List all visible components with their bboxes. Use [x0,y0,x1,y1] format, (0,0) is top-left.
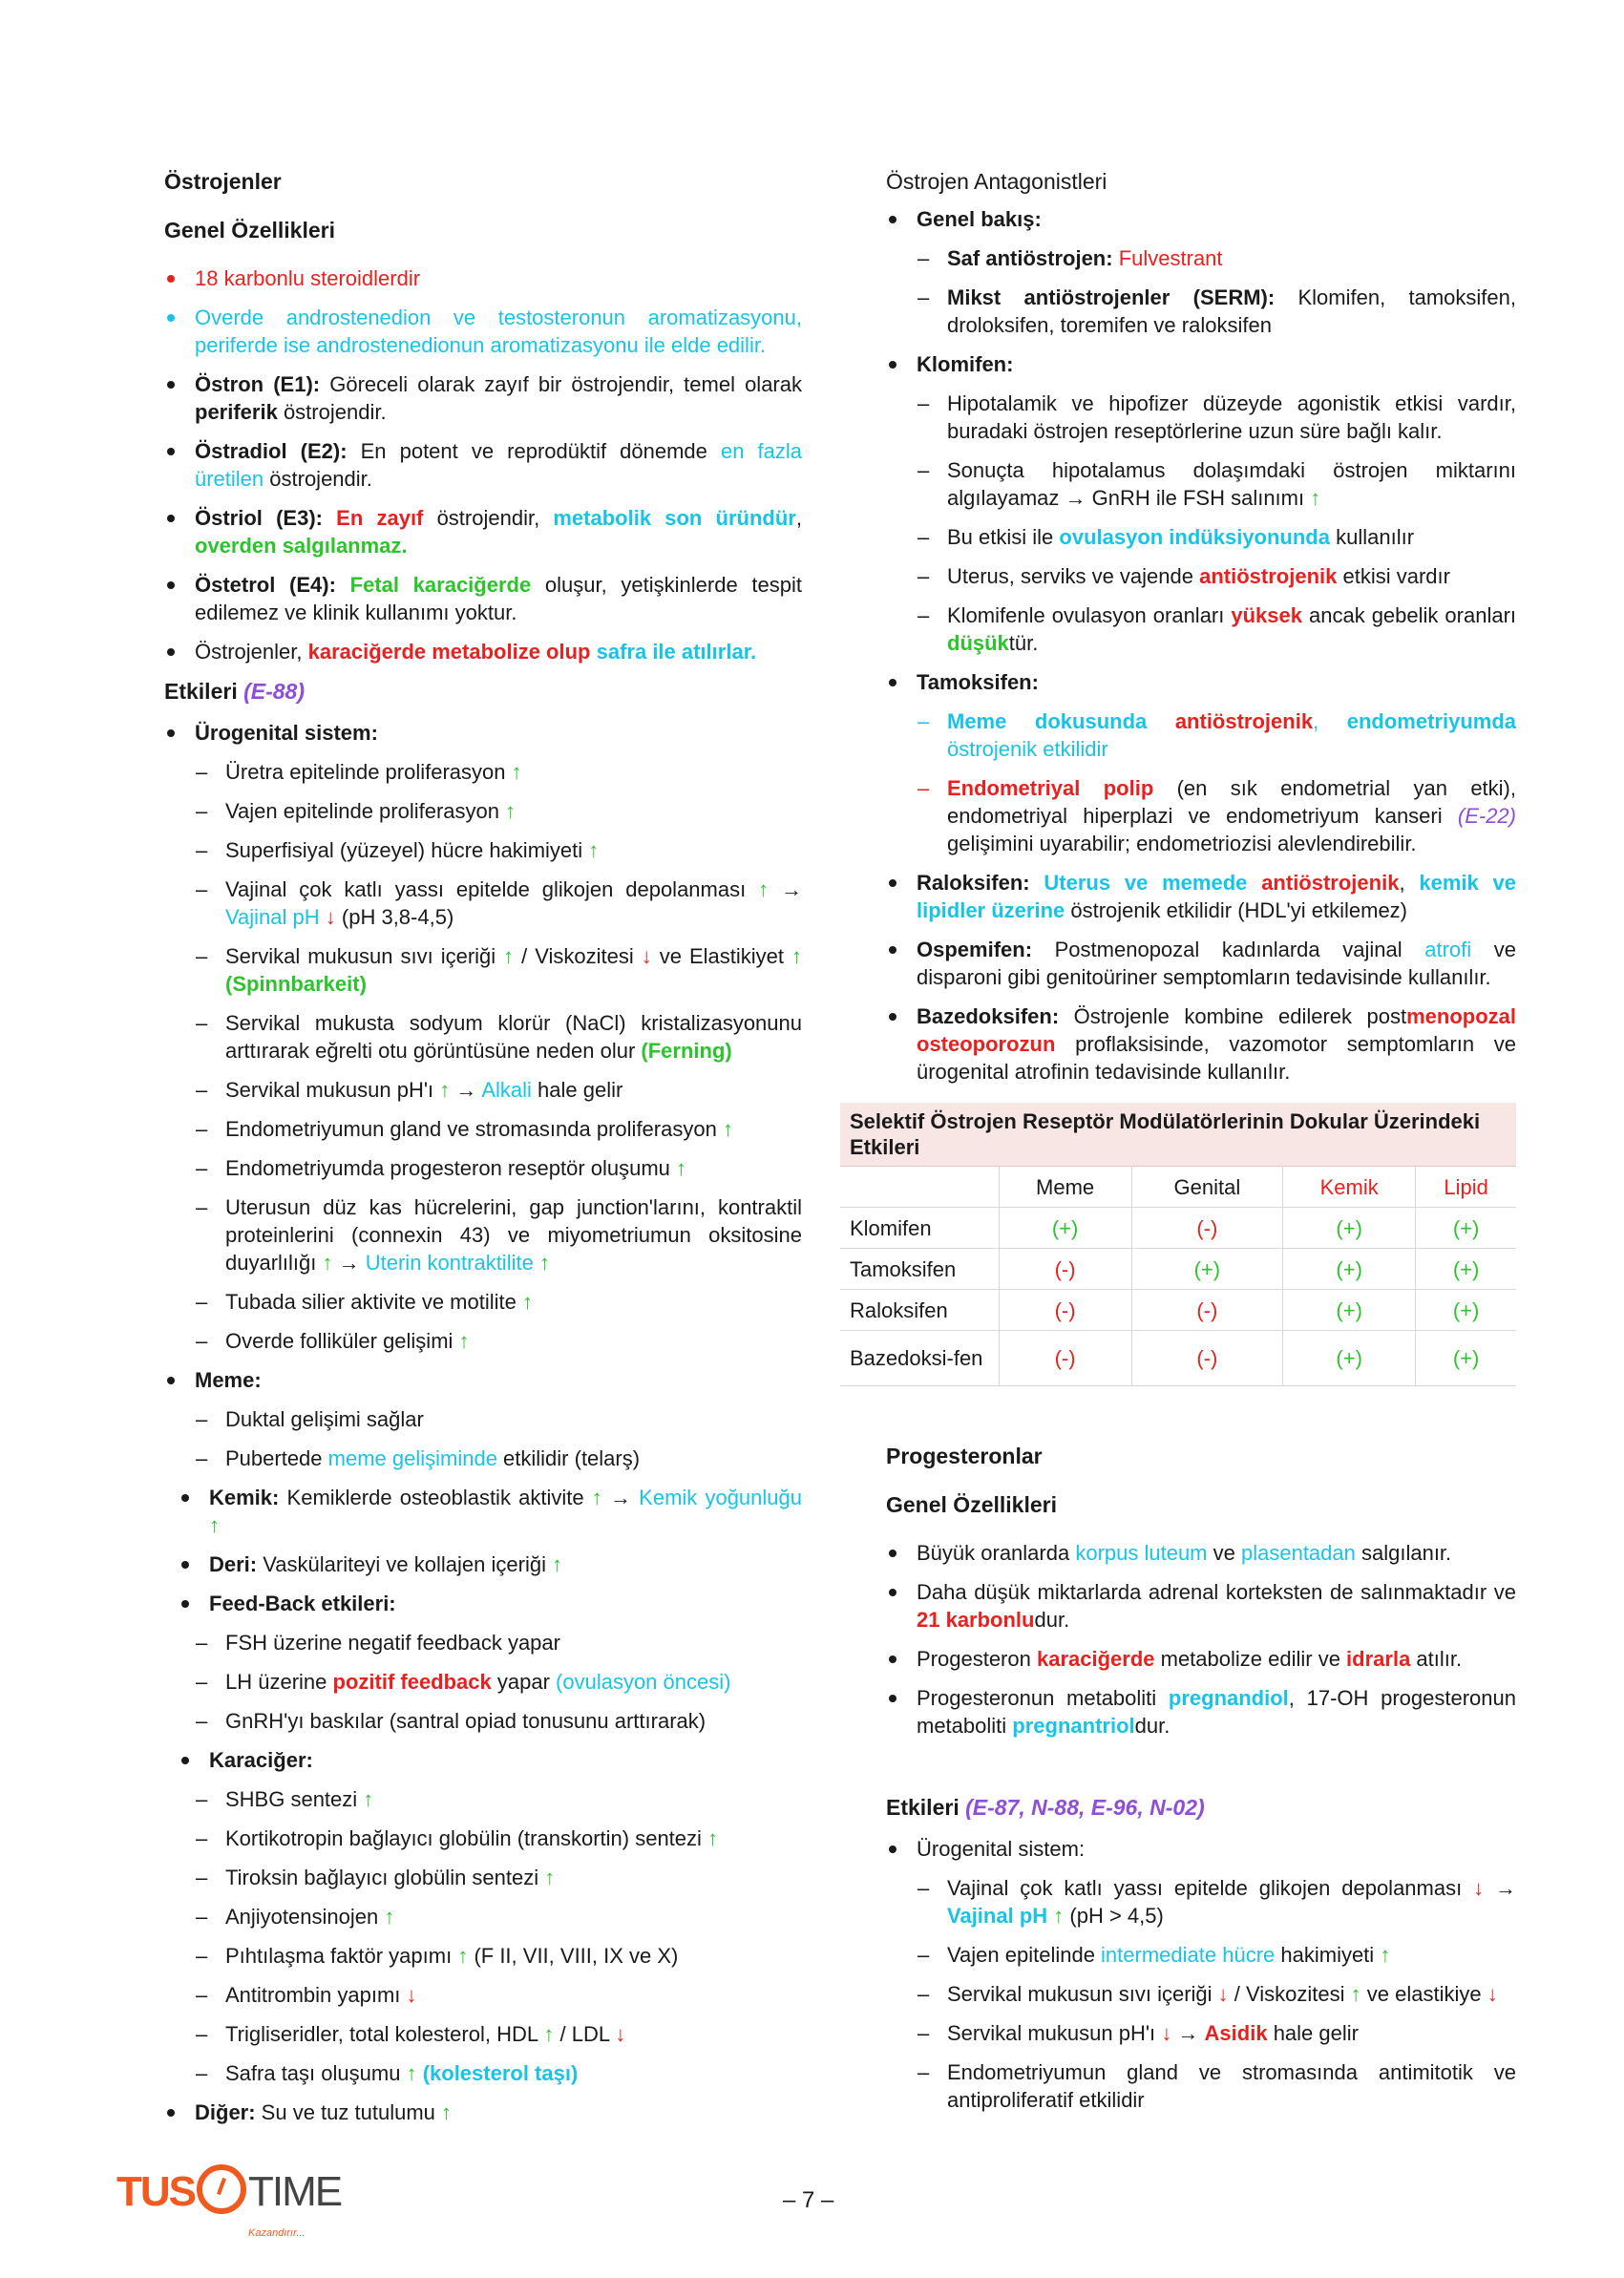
list-item: 18 karbonlu steroidlerdir [164,264,802,292]
section-subtitle: Genel Özellikleri [164,218,335,243]
list-item: – Uterus, serviks ve vajende antiöstrojenik etkisi vardır [886,562,1516,590]
list-item: – Vajen epitelinde intermediate hücre hakimiyeti ↑ [886,1941,1516,1969]
list-item: – Sonuçta hipotalamus dolaşımdaki östrojen miktarını algılayamaz → GnRH ile FSH salınımı ↑ [886,456,1516,512]
list-item: Feed-Back etkileri: [179,1590,802,1617]
section-title: Progesteronlar [886,1444,1043,1468]
list-item: – Klomifenle ovulasyon oranları yüksek ancak gebelik oranları düşüktür. [886,601,1516,657]
list-item: – Saf antiöstrojen: Fulvestrant [886,244,1516,272]
left-column [164,167,802,2138]
list-item: – Pubertede meme gelişiminde etkilidir (telarş) [164,1445,802,1472]
list-item: – Vajinal çok katlı yassı epitelde glikojen depolanması ↓ → Vajinal pH ↑ (pH > 4,5) [886,1874,1516,1930]
section-title: Östrojen Antagonistleri [886,169,1107,194]
list-item: – Tubada silier aktivite ve motilite ↑ [164,1288,802,1316]
list-item: – Endometriyumda progesteron reseptör oluşumu ↑ [164,1154,802,1182]
list-item: – Endometriyumun gland ve stromasında proliferasyon ↑ [164,1115,802,1143]
list-item: Ürogenital sistem: [886,1835,1516,1863]
list-item: – Hipotalamik ve hipofizer düzeyde agonistik etkisi vardır, buradaki östrojen reseptörlerine uzun süre bağlı kalır. [886,390,1516,445]
list-item: Karaciğer: [179,1746,802,1774]
list-item: – FSH üzerine negatif feedback yapar [164,1629,802,1656]
list-item: – Pıhtılaşma faktör yapımı ↑ (F II, VII, VIII, IX ve X) [164,1942,802,1970]
clock-icon [197,2164,246,2214]
table-header-empty [840,1167,999,1208]
list-item: – Uterusun düz kas hücrelerini, gap junction'larını, kontraktil proteinlerini (connexin 43) ve miyometriumun oksitosine duyarlılığı ↑ → Uterin kontraktilite ↑ [164,1193,802,1276]
list-item: – Servikal mukusun pH'ı ↑ → Alkali hale gelir [164,1076,802,1104]
table-row: Raloksifen (-) (-) (+) (+) [840,1290,1516,1331]
list-item: – Duktal gelişimi sağlar [164,1405,802,1433]
list-item: – Vajinal çok katlı yassı epitelde glikojen depolanması ↑ → Vajinal pH ↓ (pH 3,8-4,5) [164,875,802,931]
list-item: – Servikal mukusun pH'ı ↓ → Asidik hale gelir [886,2019,1516,2047]
effects-heading: Etkileri (E-87, N-88, E-96, N-02) [886,1795,1205,1820]
list-item: – Vajen epitelinde proliferasyon ↑ [164,797,802,825]
list-item: – Overde folliküler gelişimi ↑ [164,1327,802,1355]
list-item: – Servikal mukusta sodyum klorür (NaCl) kristalizasyonunu arttırarak eğrelti otu görüntüsüne neden olur (Ferning) [164,1009,802,1065]
list-item: – LH üzerine pozitif feedback yapar (ovulasyon öncesi) [164,1668,802,1696]
list-item: – Tiroksin bağlayıcı globülin sentezi ↑ [164,1864,802,1891]
list-item: – Bu etkisi ile ovulasyon indüksiyonunda kullanılır [886,523,1516,551]
list-item: Kemik: Kemiklerde osteoblastik aktivite ↑ → Kemik yoğunluğu ↑ [179,1484,802,1539]
right-column [850,167,1517,2125]
list-item: Progesteron karaciğerde metabolize edilir ve idrarla atılır. [886,1645,1516,1673]
list-item: Daha düşük miktarlarda adrenal korteksten de salınmaktadır ve 21 karbonludur. [886,1578,1516,1634]
section-subtitle: Genel Özellikleri [886,1492,1057,1517]
list-item: Östradiol (E2): En potent ve reprodüktif dönemde en fazla üretilen östrojendir. [164,437,802,493]
effects-heading: Etkileri (E-88) [164,679,306,704]
table-header: Kemik [1283,1167,1416,1208]
list-item: – Antitrombin yapımı ↓ [164,1981,802,2009]
serm-table [840,1103,1516,1386]
table-header: Lipid [1416,1167,1516,1208]
table-header: Genital [1131,1167,1282,1208]
list-item: – Trigliseridler, total kolesterol, HDL ↑ / LDL ↓ [164,2020,802,2048]
list-item: – Anjiyotensinojen ↑ [164,1903,802,1930]
list-item: – Kortikotropin bağlayıcı globülin (transkortin) sentezi ↑ [164,1825,802,1852]
list-item: Ürogenital sistem: [164,719,802,747]
table-header: Meme [999,1167,1131,1208]
list-item: Diğer: Su ve tuz tutulumu ↑ [164,2099,802,2126]
list-item: Meme: [164,1366,802,1394]
table-row: Tamoksifen (-) (+) (+) (+) [840,1249,1516,1290]
list-item: – SHBG sentezi ↑ [164,1785,802,1813]
list-item: – GnRH'yı baskılar (santral opiad tonusunu arttırarak) [164,1707,802,1735]
list-item: – Servikal mukusun sıvı içeriği ↓ / Viskozitesi ↑ ve elastikiye ↓ [886,1980,1516,2008]
list-item: Ospemifen: Postmenopozal kadınlarda vajinal atrofi ve disparoni gibi genitoüriner semptomların tedavisinde kullanılır. [886,936,1516,991]
list-item: Bazedoksifen: Östrojenle kombine edilerek postmenopozal osteoporozun proflaksisinde, vazomotor semptomların ve ürogenital atrofinin tedavisinde kullanılır. [886,1002,1516,1086]
list-item: – Meme dokusunda antiöstrojenik, endometriyumda östrojenik etkilidir [886,707,1516,763]
list-item: Büyük oranlarda korpus luteum ve plasentadan salgılanır. [886,1539,1516,1567]
tustime-logo: TUS TIME Kazandırır... [116,2158,341,2225]
list-item: Klomifen: [886,350,1516,378]
list-item: – Üretra epitelinde proliferasyon ↑ [164,758,802,786]
list-item: Raloksifen: Uterus ve memede antiöstrojenik, kemik ve lipidler üzerine östrojenik etkilidir (HDL'yi etkilemez) [886,869,1516,924]
list-item: Östetrol (E4): Fetal karaciğerde oluşur, yetişkinlerde tespit edilemez ve klinik kullanımı yoktur. [164,571,802,626]
list-item: Östrojenler, karaciğerde metabolize olup safra ile atılırlar. [164,638,802,665]
list-item: Deri: Vaskülariteyi ve kollajen içeriği ↑ [179,1550,802,1578]
table-row: Bazedoksi-fen (-) (-) (+) (+) [840,1331,1516,1386]
list-item: – Mikst antiöstrojenler (SERM): Klomifen, tamoksifen, droloksifen, toremifen ve raloksifen [886,284,1516,339]
table-row: Klomifen (+) (-) (+) (+) [840,1208,1516,1249]
section-title: Östrojenler [164,169,282,194]
table-title: Selektif Östrojen Reseptör Modülatörlerinin Dokular Üzerindeki Etkileri [840,1103,1516,1167]
list-item: Östriol (E3): En zayıf östrojendir, metabolik son üründür, overden salgılanmaz. [164,504,802,559]
list-item: – Superfisiyal (yüzeyel) hücre hakimiyeti ↑ [164,836,802,864]
list-item: Progesteronun metaboliti pregnandiol, 17-OH progesteronun metaboliti pregnantrioldur. [886,1684,1516,1740]
list-item: Overde androstenedion ve testosteronun aromatizasyonu, periferde ise androstenedionun aromatizasyonu ile elde edilir. [164,304,802,359]
list-item: – Endometriyal polip (en sık endometrial yan etki), endometriyal hiperplazi ve endometriyum kanseri (E-22) gelişimini uyarabilir; endometriozisi alevlendirebilir. [886,774,1516,857]
list-item: – Endometriyumun gland ve stromasında antimitotik ve antiproliferatif etkilidir [886,2058,1516,2114]
list-item: Genel bakış: [886,205,1516,233]
page-number: – 7 – [783,2187,834,2213]
list-item: – Servikal mukusun sıvı içeriği ↑ / Viskozitesi ↓ ve Elastikiyet ↑ (Spinnbarkeit) [164,942,802,998]
list-item: Tamoksifen: [886,668,1516,696]
list-item: – Safra taşı oluşumu ↑ (kolesterol taşı) [164,2059,802,2087]
list-item: Östron (E1): Göreceli olarak zayıf bir östrojendir, temel olarak periferik östrojendir. [164,370,802,426]
